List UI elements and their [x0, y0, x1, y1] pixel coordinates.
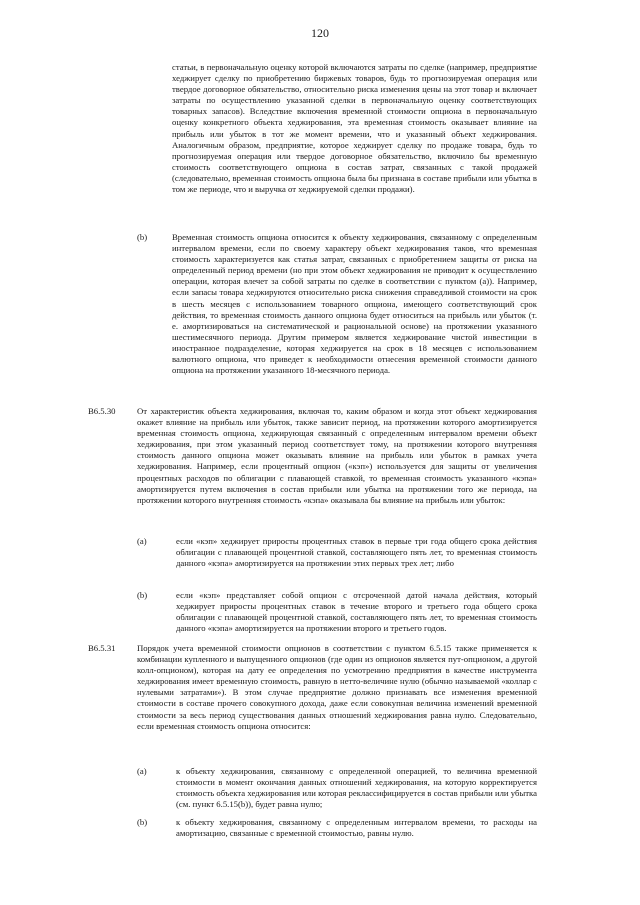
intro-paragraph: статьи, в первоначальную оценку которой включаются затраты по сделке (например, предприятие хеджирует сделку по приобретению биржевых товаров, будь то прогнозируемая операция или твердое договорное обязательство, относительно риска изменения цены на этот товар и включает затраты по осуществлению указанной сделки в первоначальную оценку соответствующих товарных запасов). Вследствие включения временной стоимости опциона в первоначальную оценку конкретного объекта хеджирования, эта временная стоимость оказывает влияние на прибыль или убыток в тот же момент времени, что и указанный объект хеджирования. Аналогичным образом, предприятие, которое хеджирует сделку по продаже товара, будь то прогнозируемая операция или твердое договорное обязательство, включило бы временную стоимость соответствующего опциона в состав затрат, связанных с такой продажей (следовательно, временная стоимость опциона была бы признана в составе прибыли или убытка в том же периоде, что и выручка от хеджируемой сделки продажи). — [172, 62, 537, 195]
para-b6531-label: B6.5.31 — [88, 643, 116, 653]
sub-a-text: если «кэп» хеджирует приросты процентных ставок в первые три года общего срока действия облигации с плавающей процентной ставкой, составляющего пять лет, то временная стоимость данного «кэпа» амортизируется на протяжении этих первых трех лет; либо — [176, 536, 537, 569]
page-number: 120 — [311, 26, 329, 40]
item-b-label: (b) — [137, 232, 148, 242]
sub2-a-text: к объекту хеджирования, связанному с определенной операцией, то величина временной стоимости в момент окончания данных отношений хеджирования, на которую корректируется стоимость объекта хеджирования или которая реклассифицируется в состав прибыли или убытка (см. пункт 6.5.15(b)), будет равна нулю; — [176, 766, 537, 810]
sub-b-text: если «кэп» представляет собой опцион с отсроченной датой начала действия, который хеджирует приросты процентных ставок в течение второго и третьего года общего срока облигации с плавающей процентной ставкой, составляющего пять лет, то временная стоимость данного «кэпа» амортизируется на протяжении второго и третьего годов. — [176, 590, 537, 634]
sub2-b-text: к объекту хеджирования, связанному с определенным интервалом времени, то расходы на амортизацию, связанные с временной стоимостью, равны нулю. — [176, 817, 537, 839]
item-b-text: Временная стоимость опциона относится к объекту хеджирования, связанному с определенным интервалом времени, если по своему характеру объект хеджирования таков, что временная стоимость характеризуется как статья затрат, связанных с приобретением защиты от риска на определенный период времени (но при этом объект хеджирования не приводит к осуществлению операции, которая влечет за собой затраты по сделке в соответствии с пунктом (a)). Например, если запасы товара хеджируются относительно риска снижения справедливой стоимости на срок в шесть месяцев с использованием товарного опциона, имеющего соответствующий срок действия, то временная стоимость данного опциона будет относиться на прибыль или убыток (т. е. амортизироваться на систематической и рациональной основе) на протяжении указанного шестимесячного периода. Другим примером является хеджирование чистой инвестиции в иностранное подразделение, которая хеджируется на срок в 18 месяцев с использованием валютного опциона, что приведет к необходимости отнесения временной стоимости данного опциона на протяжении указанного 18-месячного периода. — [172, 232, 537, 376]
sub2-b-label: (b) — [137, 817, 148, 827]
sub-b-label: (b) — [137, 590, 148, 600]
sub-a-label: (a) — [137, 536, 147, 546]
sub2-a-label: (a) — [137, 766, 147, 776]
para-b6531-text: Порядок учета временной стоимости опционов в соответствии с пунктом 6.5.15 также применяется к комбинации купленного и выпущенного опционов (где один из опционов является пут-опционом, а другой колл-опционом), которая на дату ее определения по усмотрению предприятия в качестве инструмента хеджирования имеет временную стоимость, равную в нетто-величине нулю (обычно называемой «коллар с нулевыми затратами»). В этом случае предприятие должно признавать все изменения временной стоимости в составе прочего совокупного дохода, даже если совокупная величина изменений временной стоимости за весь период существования данных отношений хеджирования равна нулю. Следовательно, если временная стоимость опциона относится: — [137, 643, 537, 731]
para-b6530-label: B6.5.30 — [88, 406, 116, 416]
para-b6530-text: От характеристик объекта хеджирования, включая то, каким образом и когда этот объект хеджирования окажет влияние на прибыль или убыток, также зависит период, на протяжении которого амортизируется временная стоимость опциона, хеджирующая связанный с определенным интервалом времени объект хеджирования, при этом указанный период соответствует тому, на протяжении которого внутренняя стоимость данного опциона может оказывать влияние на прибыль или убыток в рамках учета хеджирования. Например, если процентный опцион («кэп») используется для защиты от увеличения процентных расходов по облигации с плавающей ставкой, то временная стоимость указанного «кэпа» амортизируется путем включения в состав прибыли или убытка на протяжении того же периода, на протяжении которого внутренняя стоимость «кэпа» оказывала бы влияние на прибыль или убыток: — [137, 406, 537, 505]
